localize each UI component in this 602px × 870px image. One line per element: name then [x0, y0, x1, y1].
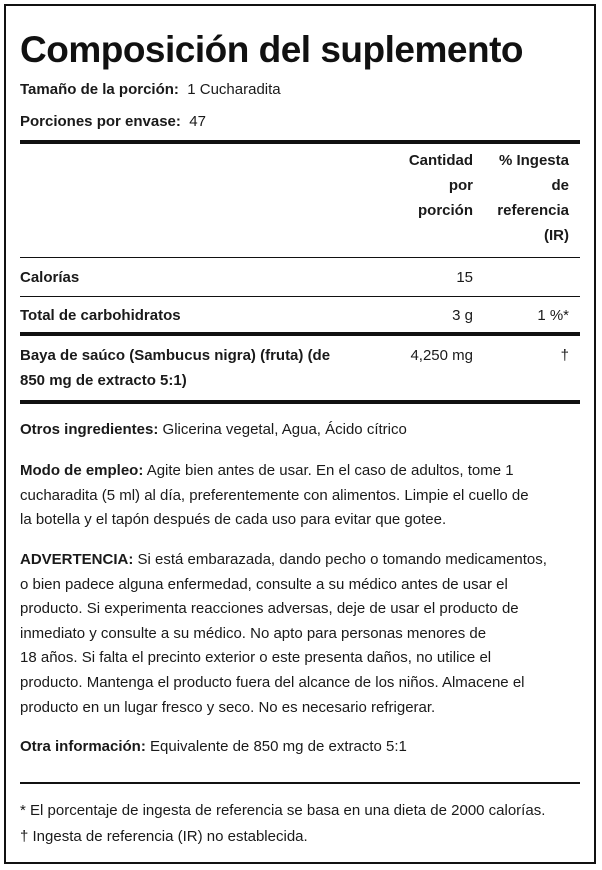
amount-per-serving-header [409, 148, 473, 223]
nutrient-amount-carbohydrates: 3 g [452, 307, 473, 324]
warning-line: inmediato y consulte a su médico. No apto para personas menores de [20, 624, 487, 642]
warning-label: ADVERTENCIA: [20, 551, 134, 568]
table-bottom-divider [20, 400, 580, 404]
serving-size-value: 1 Cucharadita [187, 81, 281, 98]
warning-line: producto en un lugar fresco y seco. No es necesario refrigerar. [20, 698, 436, 716]
row-divider [20, 296, 580, 297]
header-divider [20, 140, 580, 144]
warning-line: producto. Mantenga el producto fuera del alcance de los niños. Almacene el [20, 673, 525, 691]
servings-per-container-label: Porciones por envase: [20, 113, 181, 130]
ingredient-amount-elderberry: 4,250 mg [410, 347, 473, 364]
serving-size-label: Tamaño de la porción: [20, 81, 179, 98]
header-line: referencia [497, 202, 569, 219]
footnote-divider [20, 782, 580, 784]
warning-line: o bien padece alguna enfermedad, consulte a su médico antes de usar el [20, 575, 508, 593]
other-ingredients-label: Otros ingredientes: [20, 421, 159, 438]
directions-line: la botella y el tapón después de cada uso para evitar que gotee. [20, 511, 447, 529]
ingredient-name-line: 850 mg de extracto 5:1) [20, 372, 187, 389]
footnote-reference-intake: * El porcentaje de ingesta de referencia se basa en una dieta de 2000 calorías. [20, 802, 546, 819]
header-line: por [448, 177, 473, 194]
panel-title: Composición del suplemento [20, 29, 523, 70]
supplement-facts-panel [4, 4, 596, 864]
footnote-not-established: † Ingesta de referencia (IR) no establecida. [20, 828, 308, 845]
warning-line: 18 años. Si falta el precinto exterior o este presenta daños, no utilice el [20, 649, 492, 667]
header-line: % Ingesta [498, 152, 569, 169]
warning-line: Si está embarazada, dando pecho o tomando medicamentos, [137, 551, 547, 568]
ingredient-pct-elderberry: † [560, 347, 569, 364]
ingredient-divider [20, 332, 580, 336]
ingredient-name-elderberry [20, 343, 330, 393]
nutrient-name-carbohydrates: Total de carbohidratos [20, 307, 181, 324]
header-line: Cantidad [408, 152, 473, 169]
nutrient-name-calories: Calorías [20, 269, 80, 286]
other-info [20, 735, 580, 760]
nutrient-amount-calories: 15 [456, 269, 473, 286]
other-ingredients-text: Glicerina vegetal, Agua, Ácido cítrico [162, 421, 407, 438]
servings-per-container-value: 47 [189, 113, 206, 130]
directions-line: cucharadita (5 ml) al día, preferentemente con alimentos. Limpie el cuello de [20, 486, 529, 504]
row-divider [20, 257, 580, 258]
header-line: de [551, 177, 569, 194]
other-ingredients [20, 418, 580, 443]
reference-intake-header [497, 148, 569, 248]
header-line: porción [418, 202, 473, 219]
directions-line: Agite bien antes de usar. En el caso de adultos, tome 1 [146, 462, 514, 479]
other-info-label: Otra información: [20, 738, 146, 755]
nutrient-pct-carbohydrates: 1 %* [537, 307, 569, 324]
warning [20, 548, 580, 720]
serving-size [20, 80, 281, 100]
ingredient-name-line: Baya de saúco (Sambucus nigra) (fruta) (de [20, 347, 331, 364]
servings-per-container [20, 112, 206, 132]
warning-line: producto. Si experimenta reacciones adversas, deje de usar el producto de [20, 600, 519, 618]
other-info-text: Equivalente de 850 mg de extracto 5:1 [150, 738, 407, 755]
header-line: (IR) [544, 227, 569, 244]
directions [20, 459, 580, 533]
directions-label: Modo de empleo: [20, 462, 144, 479]
